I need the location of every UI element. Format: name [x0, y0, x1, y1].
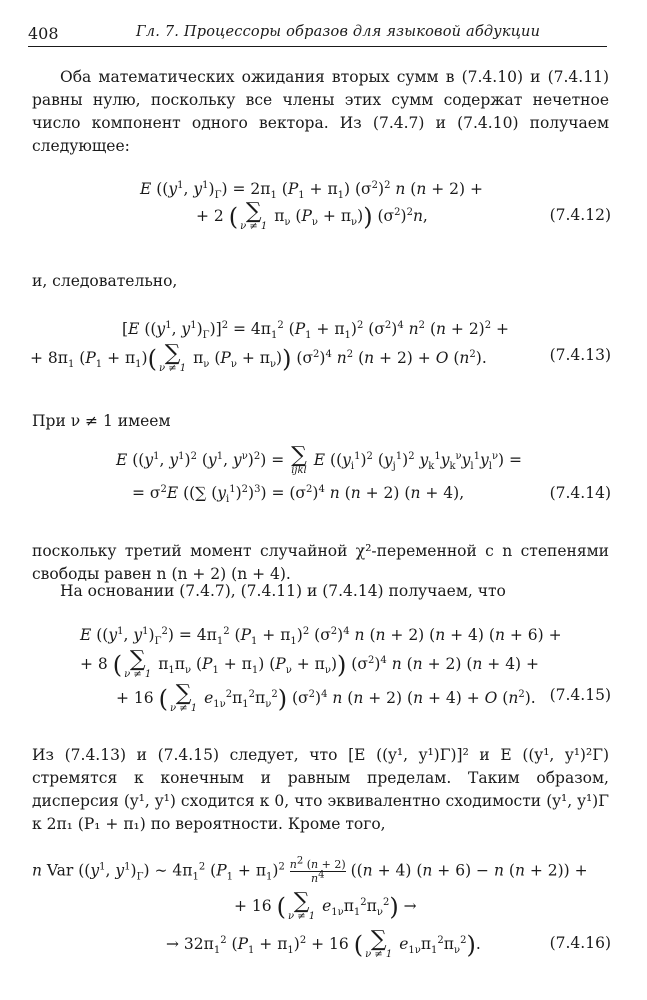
equation-7-4-16-line-2: + 16 ( ∑ ν ≠ 1 $e_{1\nu}\pi_1^2\pi_\nu^2$) → [234, 889, 417, 922]
equation-7-4-14-line-2: = $\sigma^2E$ ((∑ $(y_i^1)^2)^3) = (\sigma^2)^4$ n (n + 2) (n + 4), [132, 483, 465, 506]
equation-7-4-15-line-2: + 8 ( ∑ ν ≠ 1 $\pi_1\pi_\nu$ $(P_1 + \pi_1) (P_\nu + \pi_\nu)$) $(\sigma^2)^4$ n (n + 2) (n + 4) + [80, 647, 540, 680]
paragraph-3: При ν ≠ 1 имеем [32, 412, 171, 430]
equation-number: (7.4.13) [549, 346, 611, 364]
equation-7-4-15-line-3: + 16 ( ∑ ν ≠ 1 $e_{1\nu}^2\pi_1^2\pi_\nu^2$) $(\sigma^2)^4$ n (n + 2) (n + 4) + O $(n^2)$. [116, 681, 536, 714]
equation-7-4-16-line-1: n Var (($y^1$, $y^1)_\Gamma$) ∼ $4\pi_1^2$ $(P_1 + \pi_1)^2$ $\frac{n^2 (n + 2)}{n^4}$ ((n + 4) (n + 6) − n (n + 2)) + [32, 855, 588, 885]
page-header [28, 20, 607, 47]
page-number: 408 [28, 24, 59, 43]
equation-number: (7.4.16) [549, 934, 611, 952]
equation-7-4-14-line-1: E (($y^1$, $y^1)^2$ ($y^1$, $y^\nu)^2$) = ∑ ijkl E ($(y_i^1)^2$ $(y_j^1)^2$ $y_k^1y_k^\nu y_l^1y_l^\nu$) = [116, 443, 523, 476]
equation-7-4-13-line-1: [E (($y^1$, $y^1)_\Gamma)]^2 = 4\pi_1^2$ $(P_1 + \pi_1)^2$ $(\sigma^2)^4$ $n^2$ $(n + 2)^2$ + [122, 319, 510, 342]
equation-7-4-13-line-2: + $8\pi_1$ $(P_1 + \pi_1)$( ∑ ν ≠ 1 $\pi_\nu$ $(P_\nu + \pi_\nu)$) $(\sigma^2)^4$ $n^2$ (n + 2) + O $(n^2)$. [30, 341, 487, 374]
paragraph-2: и, следовательно, [32, 272, 178, 290]
equation-7-4-12-line-1: E (($y^1$, $y^1)_\Gamma) = 2\pi_1$ $(P_1 + \pi_1)$ $(\sigma^2)^2$ n (n + 2) + [140, 179, 484, 202]
equation-7-4-16-line-3: → $32\pi_1^2$ $(P_1 + \pi_1)^2 + 16$ ( ∑ ν ≠ 1 $e_{1\nu}\pi_1^2\pi_\nu^2$). [166, 927, 481, 960]
equation-number: (7.4.14) [549, 484, 611, 502]
equation-7-4-15-line-1: E (($y^1$, $y^1)_\Gamma^2) = 4\pi_1^2$ $(P_1 + \pi_1)^2$ $(\sigma^2)^4$ n (n + 2) (n + 4) (n + 6) + [80, 625, 562, 648]
equation-number: (7.4.12) [549, 206, 611, 224]
running-title: Гл. 7. Процессоры образов для языковой абдукции [136, 24, 541, 40]
equation-number: (7.4.15) [549, 686, 611, 704]
paragraph-4: поскольку третий момент случайной χ²-переменной с n степенями свободы равен n (n + 2) (n + 4). [32, 542, 609, 583]
equation-7-4-12-line-2: + 2 ( ∑ ν ≠ 1 $\pi_\nu$ $(P_\nu + \pi_\nu)$) $(\sigma^2)^2n$, [196, 199, 428, 232]
paragraph-5: На основании (7.4.7), (7.4.11) и (7.4.14) получаем, что [60, 582, 506, 600]
paragraph-1: Оба математических ожидания вторых сумм в (7.4.10) и (7.4.11) равны нулю, поскольку все члены этих сумм содержат нечетное число компонент одного вектора. Из (7.4.7) и (7.4.10) получаем следующее: [32, 68, 609, 155]
paragraph-6: Из (7.4.13) и (7.4.15) следует, что [E ((y¹, y¹)Γ)]² и E ((y¹, y¹)²Γ) стремятся к конечным и равным пределам. Таким образом, дисперсия (y¹, y¹) сходится к 0, что эквивалентно сходимости (y¹, y¹)Γ к 2π₁ (P₁ + π₁) по вероятности. Кроме того, [32, 746, 609, 833]
